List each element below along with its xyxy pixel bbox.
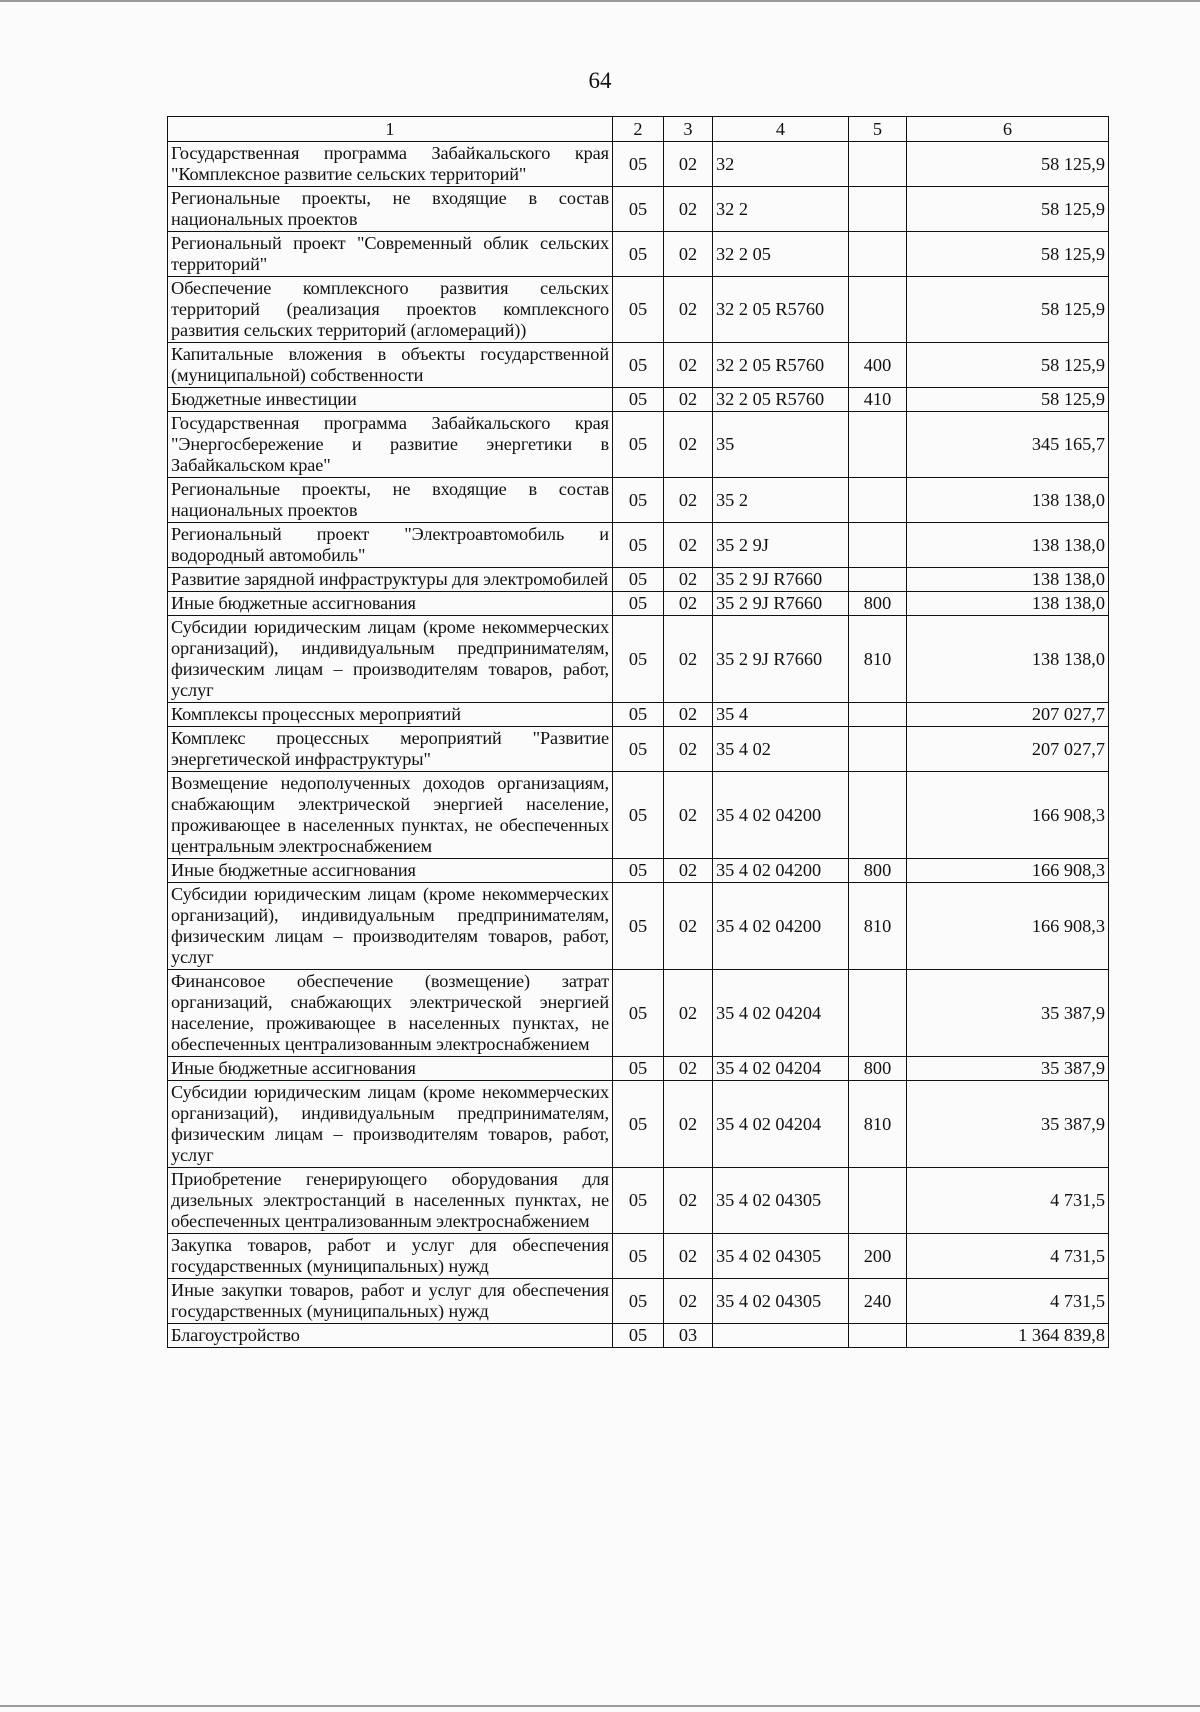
amount: 58 125,9	[907, 277, 1109, 343]
subsection-code: 02	[664, 772, 713, 859]
table-row	[168, 187, 1109, 232]
subsection-code: 02	[664, 478, 713, 523]
section-code: 05	[613, 727, 664, 772]
column-number-3: 3	[664, 117, 713, 142]
table-row	[168, 592, 1109, 616]
section-code: 05	[613, 592, 664, 616]
target-article-code: 35	[713, 412, 849, 478]
subsection-code: 02	[664, 277, 713, 343]
row-name: Субсидии юридическим лицам (кроме некоммерческих организаций), индивидуальным предпринимателям, физическим лицам – производителям товаров, работ, услуг	[168, 1081, 613, 1168]
row-name: Иные закупки товаров, работ и услуг для обеспечения государственных (муниципальных) нужд	[168, 1279, 613, 1324]
section-code: 05	[613, 568, 664, 592]
amount: 138 138,0	[907, 616, 1109, 703]
amount: 4 731,5	[907, 1168, 1109, 1234]
section-code: 05	[613, 970, 664, 1057]
amount: 1 364 839,8	[907, 1324, 1109, 1348]
table-row	[168, 1081, 1109, 1168]
section-code: 05	[613, 703, 664, 727]
row-name: Иные бюджетные ассигнования	[168, 1057, 613, 1081]
amount: 4 731,5	[907, 1234, 1109, 1279]
table-row	[168, 277, 1109, 343]
expense-type-code: 800	[849, 859, 907, 883]
page-number: 64	[588, 68, 612, 93]
table-row	[168, 478, 1109, 523]
section-code: 05	[613, 478, 664, 523]
column-number-2: 2	[613, 117, 664, 142]
row-name: Региональный проект "Современный облик сельских территорий"	[168, 232, 613, 277]
section-code: 05	[613, 412, 664, 478]
section-code: 05	[613, 343, 664, 388]
column-number-6: 6	[907, 117, 1109, 142]
subsection-code: 03	[664, 1324, 713, 1348]
section-code: 05	[613, 187, 664, 232]
amount: 138 138,0	[907, 592, 1109, 616]
target-article-code: 32 2 05 R5760	[713, 343, 849, 388]
amount: 35 387,9	[907, 970, 1109, 1057]
table-row	[168, 1168, 1109, 1234]
expense-type-code	[849, 523, 907, 568]
amount: 345 165,7	[907, 412, 1109, 478]
row-name: Капитальные вложения в объекты государственной (муниципальной) собственности	[168, 343, 613, 388]
table-row	[168, 343, 1109, 388]
row-name: Государственная программа Забайкальского края "Комплексное развитие сельских территорий"	[168, 142, 613, 187]
expense-type-code: 810	[849, 616, 907, 703]
row-name: Субсидии юридическим лицам (кроме некоммерческих организаций), индивидуальным предпринимателям, физическим лицам – производителям товаров, работ, услуг	[168, 883, 613, 970]
amount: 4 731,5	[907, 1279, 1109, 1324]
section-code: 05	[613, 616, 664, 703]
table-row	[168, 388, 1109, 412]
amount: 207 027,7	[907, 727, 1109, 772]
expense-type-code: 400	[849, 343, 907, 388]
table-row	[168, 727, 1109, 772]
table-row	[168, 568, 1109, 592]
subsection-code: 02	[664, 703, 713, 727]
expense-type-code	[849, 727, 907, 772]
section-code: 05	[613, 859, 664, 883]
row-name: Возмещение недополученных доходов организациям, снабжающим электрической энергией население, проживающее в населенных пунктах, не обеспеченных центральным электроснабжением	[168, 772, 613, 859]
amount: 58 125,9	[907, 388, 1109, 412]
amount: 166 908,3	[907, 883, 1109, 970]
table-row	[168, 616, 1109, 703]
table-row	[168, 703, 1109, 727]
target-article-code: 35 4 02	[713, 727, 849, 772]
section-code: 05	[613, 142, 664, 187]
row-name: Субсидии юридическим лицам (кроме некоммерческих организаций), индивидуальным предпринимателям, физическим лицам – производителям товаров, работ, услуг	[168, 616, 613, 703]
table-row	[168, 883, 1109, 970]
expense-type-code: 800	[849, 592, 907, 616]
row-name: Иные бюджетные ассигнования	[168, 859, 613, 883]
subsection-code: 02	[664, 859, 713, 883]
section-code: 05	[613, 1081, 664, 1168]
subsection-code: 02	[664, 1081, 713, 1168]
expense-type-code	[849, 1168, 907, 1234]
subsection-code: 02	[664, 616, 713, 703]
row-name: Закупка товаров, работ и услуг для обеспечения государственных (муниципальных) нужд	[168, 1234, 613, 1279]
section-code: 05	[613, 883, 664, 970]
target-article-code: 35 4 02 04204	[713, 1057, 849, 1081]
target-article-code: 32	[713, 142, 849, 187]
row-name: Благоустройство	[168, 1324, 613, 1348]
subsection-code: 02	[664, 142, 713, 187]
target-article-code: 35 4 02 04305	[713, 1168, 849, 1234]
row-name: Региональный проект "Электроавтомобиль и водородный автомобиль"	[168, 523, 613, 568]
budget-table-body	[168, 117, 1109, 1348]
subsection-code: 02	[664, 883, 713, 970]
amount: 166 908,3	[907, 772, 1109, 859]
row-name: Бюджетные инвестиции	[168, 388, 613, 412]
subsection-code: 02	[664, 523, 713, 568]
subsection-code: 02	[664, 187, 713, 232]
target-article-code: 32 2 05	[713, 232, 849, 277]
table-row	[168, 772, 1109, 859]
expense-type-code	[849, 772, 907, 859]
subsection-code: 02	[664, 727, 713, 772]
row-name: Приобретение генерирующего оборудования для дизельных электростанций в населенных пунктах, не обеспеченных централизованным электроснабжением	[168, 1168, 613, 1234]
expense-type-code	[849, 568, 907, 592]
expense-type-code: 810	[849, 1081, 907, 1168]
expense-type-code	[849, 1324, 907, 1348]
expense-type-code: 800	[849, 1057, 907, 1081]
expense-type-code	[849, 187, 907, 232]
subsection-code: 02	[664, 1168, 713, 1234]
row-name: Региональные проекты, не входящие в состав национальных проектов	[168, 478, 613, 523]
section-code: 05	[613, 277, 664, 343]
amount: 166 908,3	[907, 859, 1109, 883]
target-article-code: 35 4 02 04200	[713, 859, 849, 883]
section-code: 05	[613, 1324, 664, 1348]
target-article-code: 32 2 05 R5760	[713, 388, 849, 412]
amount: 58 125,9	[907, 232, 1109, 277]
table-row	[168, 859, 1109, 883]
section-code: 05	[613, 1234, 664, 1279]
expense-type-code	[849, 478, 907, 523]
target-article-code: 35 4 02 04305	[713, 1279, 849, 1324]
amount: 35 387,9	[907, 1057, 1109, 1081]
target-article-code: 35 2 9J R7660	[713, 568, 849, 592]
section-code: 05	[613, 232, 664, 277]
target-article-code: 35 4 02 04204	[713, 970, 849, 1057]
target-article-code: 35 4 02 04305	[713, 1234, 849, 1279]
amount: 207 027,7	[907, 703, 1109, 727]
expense-type-code	[849, 970, 907, 1057]
target-article-code: 35 4 02 04200	[713, 883, 849, 970]
column-number-row	[168, 117, 1109, 142]
amount: 138 138,0	[907, 523, 1109, 568]
target-article-code: 35 2	[713, 478, 849, 523]
amount: 58 125,9	[907, 187, 1109, 232]
table-row	[168, 1279, 1109, 1324]
expense-type-code: 240	[849, 1279, 907, 1324]
amount: 138 138,0	[907, 568, 1109, 592]
amount: 138 138,0	[907, 478, 1109, 523]
row-name: Комплексы процессных мероприятий	[168, 703, 613, 727]
section-code: 05	[613, 1279, 664, 1324]
subsection-code: 02	[664, 1057, 713, 1081]
expense-type-code: 810	[849, 883, 907, 970]
target-article-code: 35 2 9J R7660	[713, 592, 849, 616]
target-article-code	[713, 1324, 849, 1348]
subsection-code: 02	[664, 388, 713, 412]
subsection-code: 02	[664, 970, 713, 1057]
row-name: Обеспечение комплексного развития сельских территорий (реализация проектов комплексного развития сельских территорий (агломераций))	[168, 277, 613, 343]
expense-type-code: 200	[849, 1234, 907, 1279]
column-number-5: 5	[849, 117, 907, 142]
row-name: Финансовое обеспечение (возмещение) затрат организаций, снабжающих электрической энергией население, проживающее в населенных пунктах, не обеспеченных централизованным электроснабжением	[168, 970, 613, 1057]
table-row	[168, 232, 1109, 277]
subsection-code: 02	[664, 232, 713, 277]
amount: 35 387,9	[907, 1081, 1109, 1168]
scan-bottom-edge	[0, 1705, 1200, 1707]
table-row	[168, 1057, 1109, 1081]
table-row	[168, 142, 1109, 187]
target-article-code: 35 4	[713, 703, 849, 727]
expense-type-code	[849, 412, 907, 478]
section-code: 05	[613, 1168, 664, 1234]
subsection-code: 02	[664, 1279, 713, 1324]
expense-type-code	[849, 277, 907, 343]
amount: 58 125,9	[907, 343, 1109, 388]
expense-type-code	[849, 142, 907, 187]
section-code: 05	[613, 388, 664, 412]
subsection-code: 02	[664, 568, 713, 592]
row-name: Развитие зарядной инфраструктуры для электромобилей	[168, 568, 613, 592]
target-article-code: 35 4 02 04204	[713, 1081, 849, 1168]
section-code: 05	[613, 772, 664, 859]
subsection-code: 02	[664, 1234, 713, 1279]
row-name: Региональные проекты, не входящие в состав национальных проектов	[168, 187, 613, 232]
expense-type-code	[849, 703, 907, 727]
amount: 58 125,9	[907, 142, 1109, 187]
table-row	[168, 970, 1109, 1057]
subsection-code: 02	[664, 412, 713, 478]
target-article-code: 35 2 9J R7660	[713, 616, 849, 703]
table-row	[168, 523, 1109, 568]
subsection-code: 02	[664, 343, 713, 388]
section-code: 05	[613, 1057, 664, 1081]
target-article-code: 35 2 9J	[713, 523, 849, 568]
subsection-code: 02	[664, 592, 713, 616]
row-name: Комплекс процессных мероприятий "Развитие энергетической инфраструктуры"	[168, 727, 613, 772]
table-row	[168, 1324, 1109, 1348]
column-number-4: 4	[713, 117, 849, 142]
row-name: Иные бюджетные ассигнования	[168, 592, 613, 616]
target-article-code: 32 2	[713, 187, 849, 232]
target-article-code: 32 2 05 R5760	[713, 277, 849, 343]
row-name: Государственная программа Забайкальского края "Энергосбережение и развитие энергетики в Забайкальском крае"	[168, 412, 613, 478]
column-number-1: 1	[168, 117, 613, 142]
target-article-code: 35 4 02 04200	[713, 772, 849, 859]
budget-table	[167, 116, 1109, 1348]
section-code: 05	[613, 523, 664, 568]
expense-type-code: 410	[849, 388, 907, 412]
table-row	[168, 1234, 1109, 1279]
expense-type-code	[849, 232, 907, 277]
table-row	[168, 412, 1109, 478]
scan-top-edge	[0, 0, 1200, 2]
